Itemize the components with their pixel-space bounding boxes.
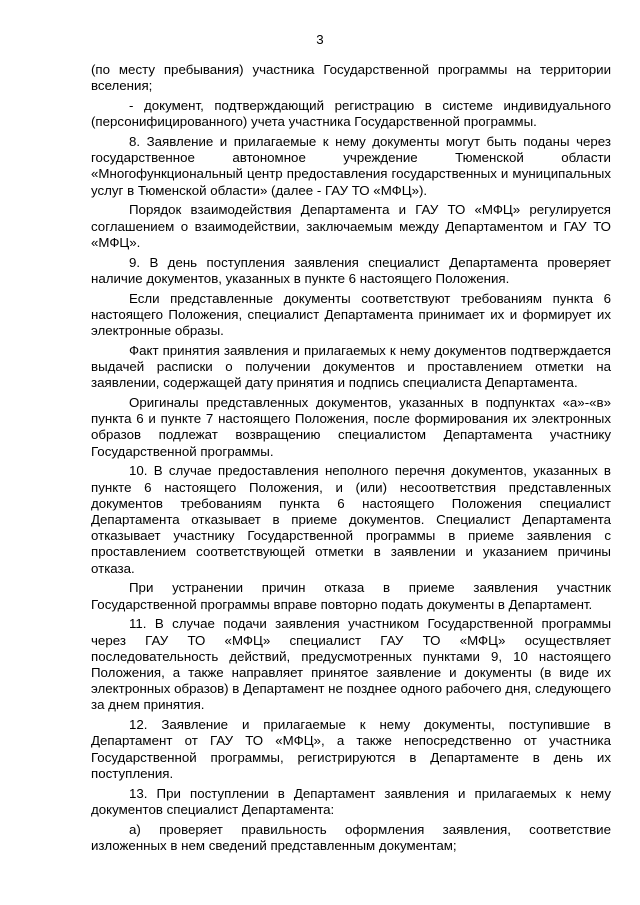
paragraph-10-refusal: 10. В случае предоставления неполного перечня документов, указанных в пункте 6 настоящего Положения, и (или) несоответствия представленных документов требованиям пункта 6 настоящего Положения специалист Департамента отказывает в приеме документов. Специалист Департамента отказывает участнику Государственной программы в приеме заявления с проставлением соответствующей отметки в заявлении и указанием причины отказа.: [91, 463, 611, 576]
paragraph-residence-continuation: (по месту пребывания) участника Государственной программы на территории вселения;: [91, 62, 611, 94]
paragraph-8-submission-mfc: 8. Заявление и прилагаемые к нему документы могут быть поданы через государственное автономное учреждение Тюменской области «Многофункциональный центр предоставления государственных и муниципальных услуг в Тюменской области» (далее - ГАУ ТО «МФЦ»).: [91, 134, 611, 198]
paragraph-12-registration-day: 12. Заявление и прилагаемые к нему документы, поступившие в Департамент от ГАУ ТО «МФЦ», а также непосредственно от участника Государственной программы, регистрируются в Департаменте в день их поступления.: [91, 717, 611, 781]
paragraph-receipt-confirmation: Факт принятия заявления и прилагаемых к нему документов подтверждается выдачей расписки о получении документов и проставлением отметки на заявлении, содержащей дату принятия и подпись специалиста Департамента.: [91, 342, 611, 391]
paragraph-registration-document: - документ, подтверждающий регистрацию в системе индивидуального (персонифицированного) учета участника Государственной программы.: [91, 98, 611, 130]
paragraph-13a-check-correctness: а) проверяет правильность оформления заявления, соответствие изложенных в нем сведений представленным документам;: [91, 821, 611, 853]
paragraph-accept-documents: Если представленные документы соответствуют требованиям пункта 6 настоящего Положения, специалист Департамента принимает их и формирует их электронные образы.: [91, 290, 611, 339]
paragraph-interaction-procedure: Порядок взаимодействия Департамента и ГАУ ТО «МФЦ» регулируется соглашением о взаимодействии, заключаемым между Департаментом и ГАУ ТО «МФЦ».: [91, 202, 611, 250]
document-body: [91, 62, 611, 858]
paragraph-9-document-check: 9. В день поступления заявления специалист Департамента проверяет наличие документов, указанных в пункте 6 настоящего Положения.: [91, 254, 611, 286]
paragraph-11-mfc-actions: 11. В случае подачи заявления участником Государственной программы через ГАУ ТО «МФЦ» специалист ГАУ ТО «МФЦ» осуществляет последовательность действий, предусмотренных пунктами 9, 10 настоящего Положения, а также направляет принятое заявление и документы (в виде их электронных образов) в Департамент не позднее одного рабочего дня, следующего за днем принятия.: [91, 616, 611, 713]
paragraph-originals-return: Оригиналы представленных документов, указанных в подпунктах «а»-«в» пункта 6 и пункте 7 настоящего Положения, после формирования их электронных образов подлежат возвращению специалистом Департамента участнику Государственной программы.: [91, 395, 611, 459]
paragraph-13-specialist-actions: 13. При поступлении в Департамент заявления и прилагаемых к нему документов специалист Департамента:: [91, 785, 611, 817]
page-number: 3: [316, 32, 324, 47]
paragraph-resubmission: При устранении причин отказа в приеме заявления участник Государственной программы вправе повторно подать документы в Департамент.: [91, 580, 611, 612]
